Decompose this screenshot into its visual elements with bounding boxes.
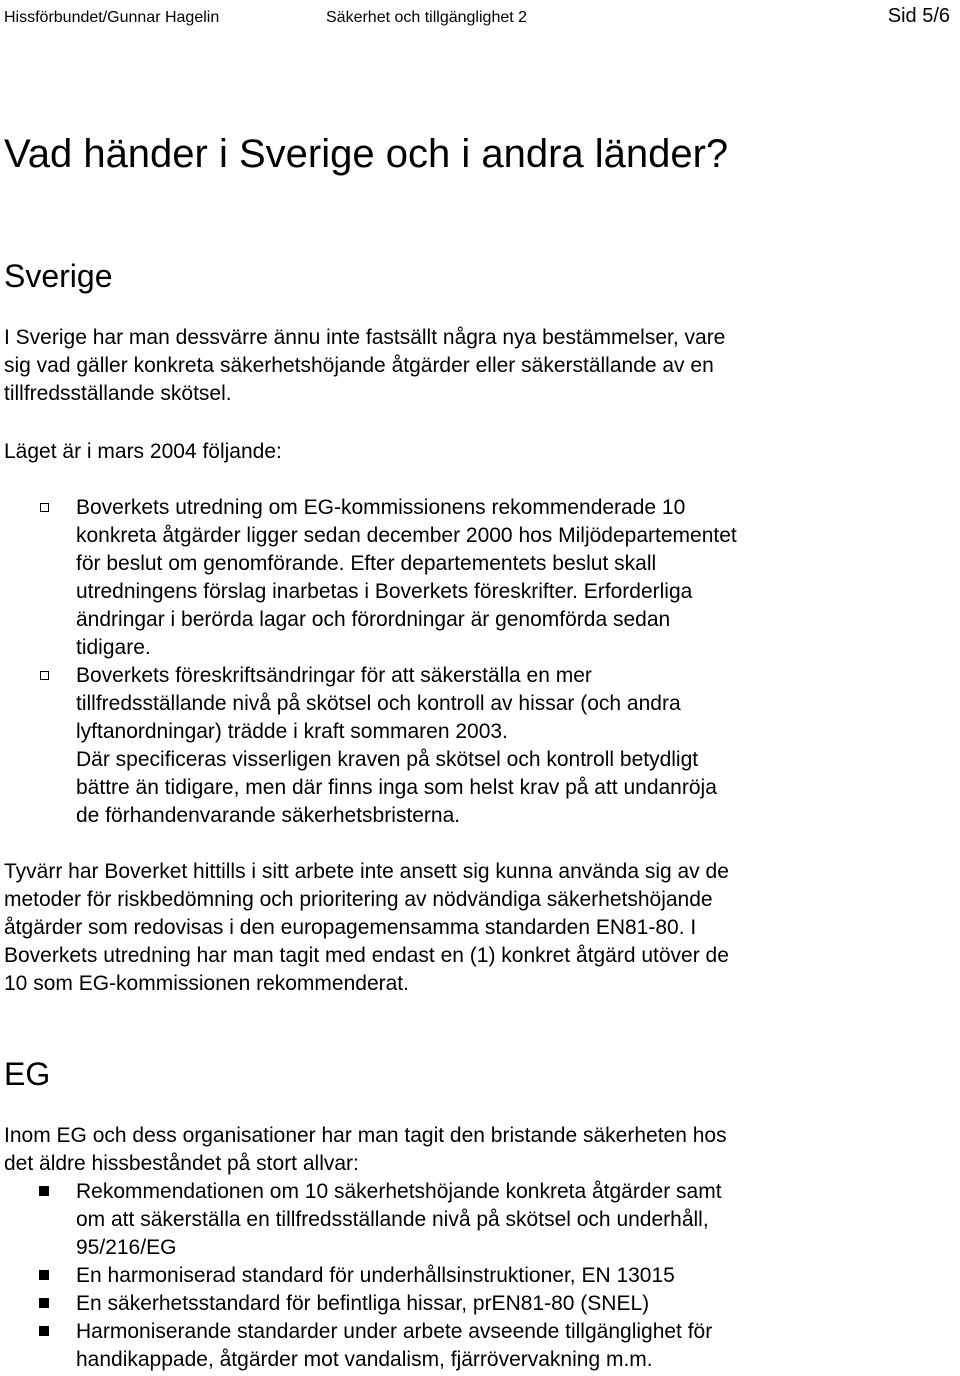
text-line: lyftanordningar) trädde i kraft sommaren 2003.: [76, 720, 508, 743]
text-line: tillfredsställande nivå på skötsel och kontroll av hissar (och andra: [76, 692, 681, 715]
text-line: metoder för riskbedömning och prioritering av nödvändiga säkerhetshöjande: [4, 888, 713, 911]
status-line: [4, 438, 954, 466]
text-line: bättre än tidigare, men där finns inga som helst krav på att undanröja: [76, 776, 717, 799]
page-header: [4, 6, 950, 30]
section-heading-eg: EG: [4, 1056, 51, 1092]
text-line: Boverkets utredning om EG-kommissionens rekommenderade 10: [76, 496, 686, 519]
text-line: sig vad gäller konkreta säkerhetshöjande åtgärder eller säkerställande av en: [4, 354, 714, 377]
square-bullet-icon: [39, 1298, 49, 1308]
text-line: det äldre hissbeståndet på stort allvar:: [4, 1152, 359, 1175]
square-bullet-icon: [40, 503, 49, 512]
eg-intro-paragraph: [4, 1122, 954, 1178]
square-bullet-icon: [40, 671, 49, 680]
text-line: Boverkets utredning har man tagit med endast en (1) konkret åtgärd utöver de: [4, 944, 729, 967]
sverige-closing-paragraph: [4, 858, 954, 998]
list-item: [0, 1178, 960, 1262]
text-line: Tyvärr har Boverket hittills i sitt arbete inte ansett sig kunna använda sig av de: [4, 860, 729, 883]
text-line: Där specificeras visserligen kraven på skötsel och kontroll betydligt: [76, 748, 699, 771]
text-line: Harmoniserande standarder under arbete avseende tillgänglighet för: [76, 1320, 713, 1343]
list-item: [0, 1262, 960, 1290]
text-line: om att säkerställa en tillfredsställande nivå på skötsel och underhåll,: [76, 1208, 709, 1231]
text-line: handikappade, åtgärder mot vandalism, fjärrövervakning m.m.: [76, 1348, 653, 1371]
list-item: [0, 494, 960, 662]
section-heading-sverige: Sverige: [4, 258, 113, 294]
list-item: [0, 662, 960, 830]
text-line: Boverkets föreskriftsändringar för att säkerställa en mer: [76, 664, 592, 687]
square-bullet-icon: [39, 1186, 49, 1196]
text-line: En säkerhetsstandard för befintliga hissar, prEN81-80 (SNEL): [76, 1292, 650, 1315]
text-line: ändringar i berörda lagar och förordningar är genomförda sedan: [76, 608, 671, 631]
text-line: åtgärder som redovisas i den europagemensamma standarden EN81-80. I: [4, 916, 697, 939]
sverige-bullet-list: [0, 494, 960, 830]
text-line: En harmoniserad standard för underhållsinstruktioner, EN 13015: [76, 1264, 675, 1287]
text-line: I Sverige har man dessvärre ännu inte fastsällt några nya bestämmelser, vare: [4, 326, 726, 349]
text-line: Rekommendationen om 10 säkerhetshöjande konkreta åtgärder samt: [76, 1180, 722, 1203]
header-organization: Hissförbundet/Gunnar Hagelin: [4, 9, 220, 26]
sverige-intro-paragraph: [4, 324, 954, 408]
text-line: 10 som EG-kommissionen rekommenderat.: [4, 972, 409, 995]
text-line: konkreta åtgärder ligger sedan december 2000 hos Miljödepartementet: [76, 524, 737, 547]
text-line: de förhandenvarande säkerhetsbristerna.: [76, 804, 461, 827]
text-line: Läget är i mars 2004 följande:: [4, 440, 282, 463]
list-item: [0, 1318, 960, 1374]
text-line: Inom EG och dess organisationer har man tagit den bristande säkerheten hos: [4, 1124, 727, 1147]
text-line: utredningens förslag inarbetas i Boverkets föreskrifter. Erforderliga: [76, 580, 693, 603]
text-line: tidigare.: [76, 636, 151, 659]
header-document-title: Säkerhet och tillgänglighet 2: [326, 9, 528, 26]
text-line: för beslut om genomförande. Efter departementets beslut skall: [76, 552, 657, 575]
square-bullet-icon: [39, 1270, 49, 1280]
eg-bullet-list: [0, 1178, 960, 1374]
page-number: Sid 5/6: [887, 5, 950, 27]
text-line: 95/216/EG: [76, 1236, 177, 1259]
page-title: Vad händer i Sverige och i andra länder?: [4, 132, 729, 176]
list-item: [0, 1290, 960, 1318]
text-line: tillfredsställande skötsel.: [4, 382, 232, 405]
square-bullet-icon: [39, 1326, 49, 1336]
